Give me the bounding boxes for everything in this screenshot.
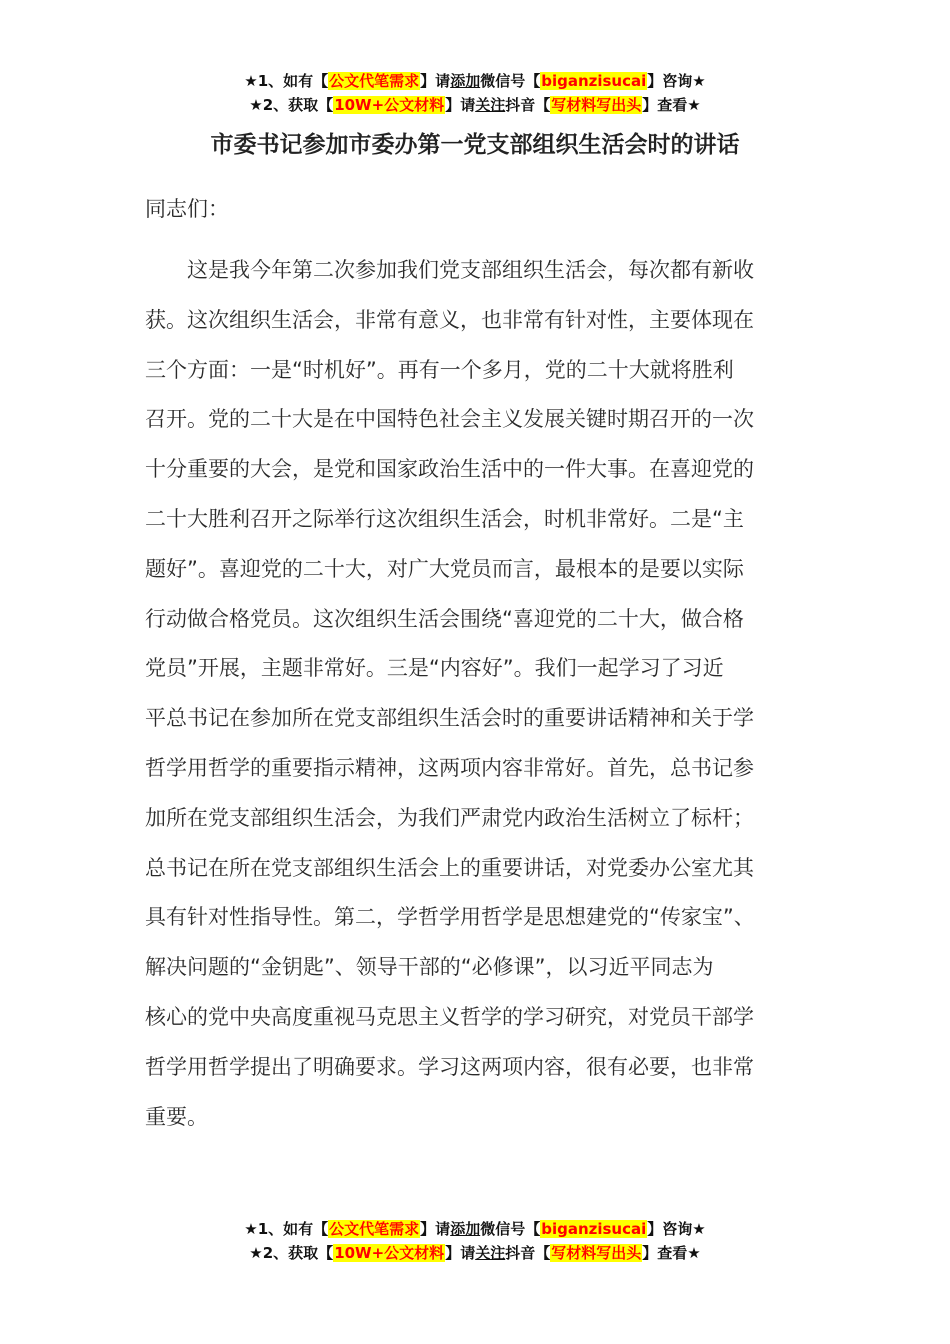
body-line: 加所在党支部组织生活会，为我们严肃党内政治生活树立了标杆； bbox=[145, 805, 754, 830]
banner-text: 】查看★ bbox=[642, 96, 701, 114]
highlight-douyin-account: 写材料写出头 bbox=[551, 96, 642, 114]
banner-text: 】咨询★ bbox=[647, 1220, 706, 1238]
body-line: 哲学用哲学的重要指示精神，这两项内容非常好。首先，总书记参 bbox=[145, 755, 754, 780]
banner-text: ★2、获取【 bbox=[249, 96, 334, 114]
highlight-service: 公文代笔需求 bbox=[329, 1220, 420, 1238]
banner-text: 微信号【 bbox=[480, 72, 541, 90]
body-line: 这是我今年第二次参加我们党支部组织生活会，每次都有新收 bbox=[145, 258, 754, 282]
body-line: 三个方面：一是“时机好”。再有一个多月，党的二十大就将胜利 bbox=[145, 357, 734, 382]
underlined-text: 添加 bbox=[450, 72, 481, 90]
underlined-text: 关注 bbox=[475, 96, 506, 114]
banner-text: ★1、如有【 bbox=[244, 1220, 329, 1238]
banner-text: 】请 bbox=[445, 1244, 476, 1262]
banner-text: ★2、获取【 bbox=[249, 1244, 334, 1262]
banner-text: ★1、如有【 bbox=[244, 72, 329, 90]
document-title: 市委书记参加市委办第一党支部组织生活会时的讲话 bbox=[210, 132, 740, 158]
banner-text: 微信号【 bbox=[480, 1220, 541, 1238]
body-line: 召开。党的二十大是在中国特色社会主义发展关键时期召开的一次 bbox=[145, 407, 754, 432]
body-line: 平总书记在参加所在党支部组织生活会时的重要讲话精神和关于学 bbox=[145, 706, 754, 731]
banner-text: 抖音【 bbox=[505, 96, 551, 114]
body-line: 具有针对性指导性。第二，学哲学用哲学是思想建党的“传家宝”、 bbox=[145, 905, 755, 930]
body-line: 哲学用哲学提出了明确要求。学习这两项内容，很有必要，也非常 bbox=[145, 1054, 754, 1079]
highlight-materials: 10W+公文材料 bbox=[334, 1244, 445, 1262]
body-line: 核心的党中央高度重视马克思主义哲学的学习研究，对党员干部学 bbox=[145, 1004, 754, 1029]
highlight-wechat-id: biganzisucai bbox=[541, 1220, 647, 1238]
highlight-materials: 10W+公文材料 bbox=[334, 96, 445, 114]
salutation: 同志们： bbox=[145, 197, 229, 221]
body-line: 解决问题的“金钥匙”、领导干部的“必修课”，以习近平同志为 bbox=[145, 955, 714, 980]
body-line: 题好”。喜迎党的二十大，对广大党员而言，最根本的是要以实际 bbox=[145, 556, 744, 581]
underlined-text: 关注 bbox=[475, 1244, 506, 1262]
banner-text: 】请 bbox=[420, 1220, 451, 1238]
highlight-douyin-account: 写材料写出头 bbox=[551, 1244, 642, 1262]
body-line: 行动做合格党员。这次组织生活会围绕“喜迎党的二十大，做合格 bbox=[145, 606, 744, 631]
highlight-wechat-id: biganzisucai bbox=[541, 72, 647, 90]
banner-text: 】咨询★ bbox=[647, 72, 706, 90]
footer-banner bbox=[0, 1217, 950, 1265]
banner-line-2 bbox=[0, 93, 950, 117]
body-line: 十分重要的大会，是党和国家政治生活中的一件大事。在喜迎党的 bbox=[145, 457, 754, 482]
body-line: 重要。 bbox=[145, 1104, 208, 1129]
banner-text: 抖音【 bbox=[505, 1244, 551, 1262]
banner-text: 】请 bbox=[420, 72, 451, 90]
underlined-text: 添加 bbox=[450, 1220, 481, 1238]
banner-text: 】请 bbox=[445, 96, 476, 114]
body-line: 总书记在所在党支部组织生活会上的重要讲话，对党委办公室尤其 bbox=[145, 855, 754, 880]
banner-line-1 bbox=[0, 1217, 950, 1241]
body-line: 党员”开展，主题非常好。三是“内容好”。我们一起学习了习近 bbox=[145, 656, 724, 681]
banner-text: 】查看★ bbox=[642, 1244, 701, 1262]
body-paragraph bbox=[145, 246, 807, 1142]
body-line: 二十大胜利召开之际举行这次组织生活会，时机非常好。二是“主 bbox=[145, 506, 744, 531]
highlight-service: 公文代笔需求 bbox=[329, 72, 420, 90]
banner-line-1 bbox=[0, 69, 950, 93]
header-banner bbox=[0, 69, 950, 117]
body-line: 获。这次组织生活会，非常有意义，也非常有针对性，主要体现在 bbox=[145, 307, 754, 332]
banner-line-2 bbox=[0, 1241, 950, 1265]
